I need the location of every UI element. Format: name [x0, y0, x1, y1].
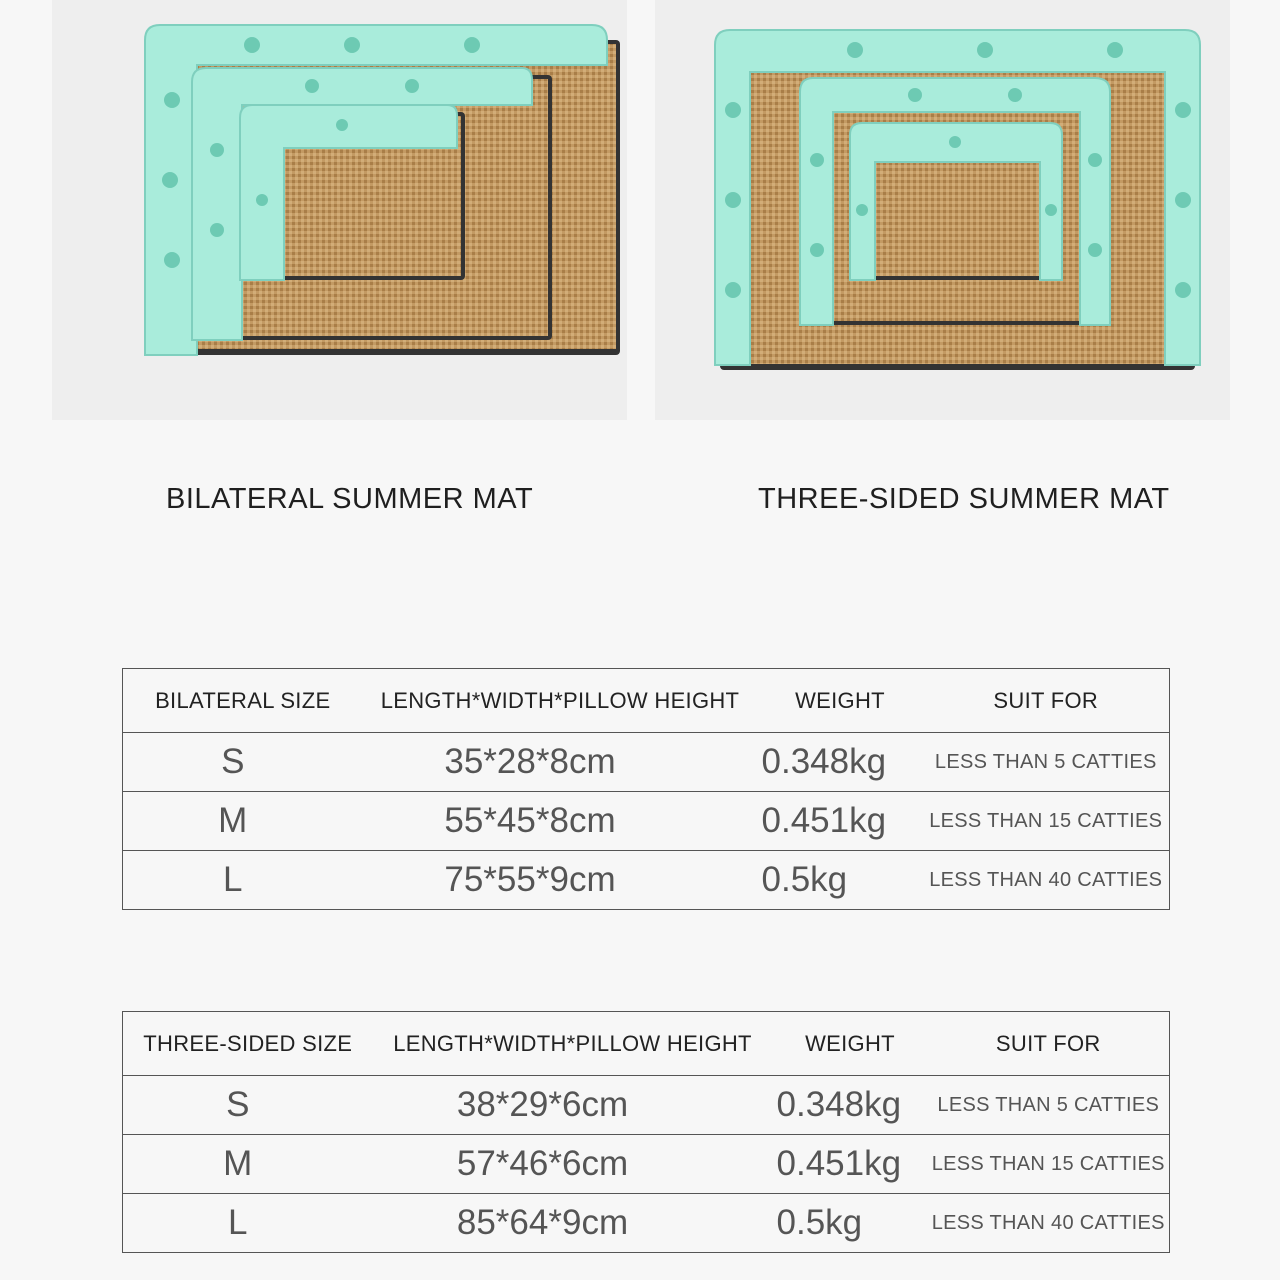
dimensions-value: 35*28*8cm [363, 733, 758, 792]
header-dimensions: LENGTH*WIDTH*PILLOW HEIGHT [363, 669, 758, 733]
table-row [123, 792, 1170, 851]
table-header-row [123, 669, 1170, 733]
table-row [123, 733, 1170, 792]
size-value: L [123, 851, 363, 910]
dimensions-value: 85*64*9cm [373, 1194, 773, 1253]
header-size: BILATERAL SIZE [123, 669, 363, 733]
table-row [123, 851, 1170, 910]
three-sided-mat-photo [655, 0, 1230, 420]
weight-value: 0.348kg [758, 733, 923, 792]
size-value: S [123, 1076, 373, 1135]
weight-value: 0.348kg [773, 1076, 928, 1135]
header-size: THREE-SIDED SIZE [123, 1012, 373, 1076]
weight-value: 0.451kg [773, 1135, 928, 1194]
size-value: M [123, 792, 363, 851]
header-dimensions: LENGTH*WIDTH*PILLOW HEIGHT [373, 1012, 773, 1076]
suit-for-value: LESS THAN 15 CATTIES [923, 792, 1170, 851]
dimensions-value: 57*46*6cm [373, 1135, 773, 1194]
suit-for-value: LESS THAN 40 CATTIES [923, 851, 1170, 910]
three-sided-mat-illustration [655, 0, 1230, 420]
suit-for-value: LESS THAN 15 CATTIES [928, 1135, 1170, 1194]
bilateral-size-table [122, 668, 1170, 910]
weight-value: 0.451kg [758, 792, 923, 851]
suit-for-value: LESS THAN 40 CATTIES [928, 1194, 1170, 1253]
weight-value: 0.5kg [758, 851, 923, 910]
three-sided-caption: THREE-SIDED SUMMER MAT [758, 483, 1170, 515]
three-sided-size-table [122, 1011, 1170, 1253]
dimensions-value: 38*29*6cm [373, 1076, 773, 1135]
bilateral-mat-illustration [52, 0, 627, 420]
size-value: S [123, 733, 363, 792]
header-weight: WEIGHT [758, 669, 923, 733]
suit-for-value: LESS THAN 5 CATTIES [923, 733, 1170, 792]
bilateral-caption: BILATERAL SUMMER MAT [166, 483, 534, 515]
table-row [123, 1076, 1170, 1135]
header-weight: WEIGHT [773, 1012, 928, 1076]
bilateral-mat-photo [52, 0, 627, 420]
suit-for-value: LESS THAN 5 CATTIES [928, 1076, 1170, 1135]
header-suit-for: SUIT FOR [928, 1012, 1170, 1076]
table-row [123, 1194, 1170, 1253]
table-header-row [123, 1012, 1170, 1076]
weight-value: 0.5kg [773, 1194, 928, 1253]
table-row [123, 1135, 1170, 1194]
size-value: M [123, 1135, 373, 1194]
size-value: L [123, 1194, 373, 1253]
dimensions-value: 55*45*8cm [363, 792, 758, 851]
dimensions-value: 75*55*9cm [363, 851, 758, 910]
header-suit-for: SUIT FOR [923, 669, 1170, 733]
